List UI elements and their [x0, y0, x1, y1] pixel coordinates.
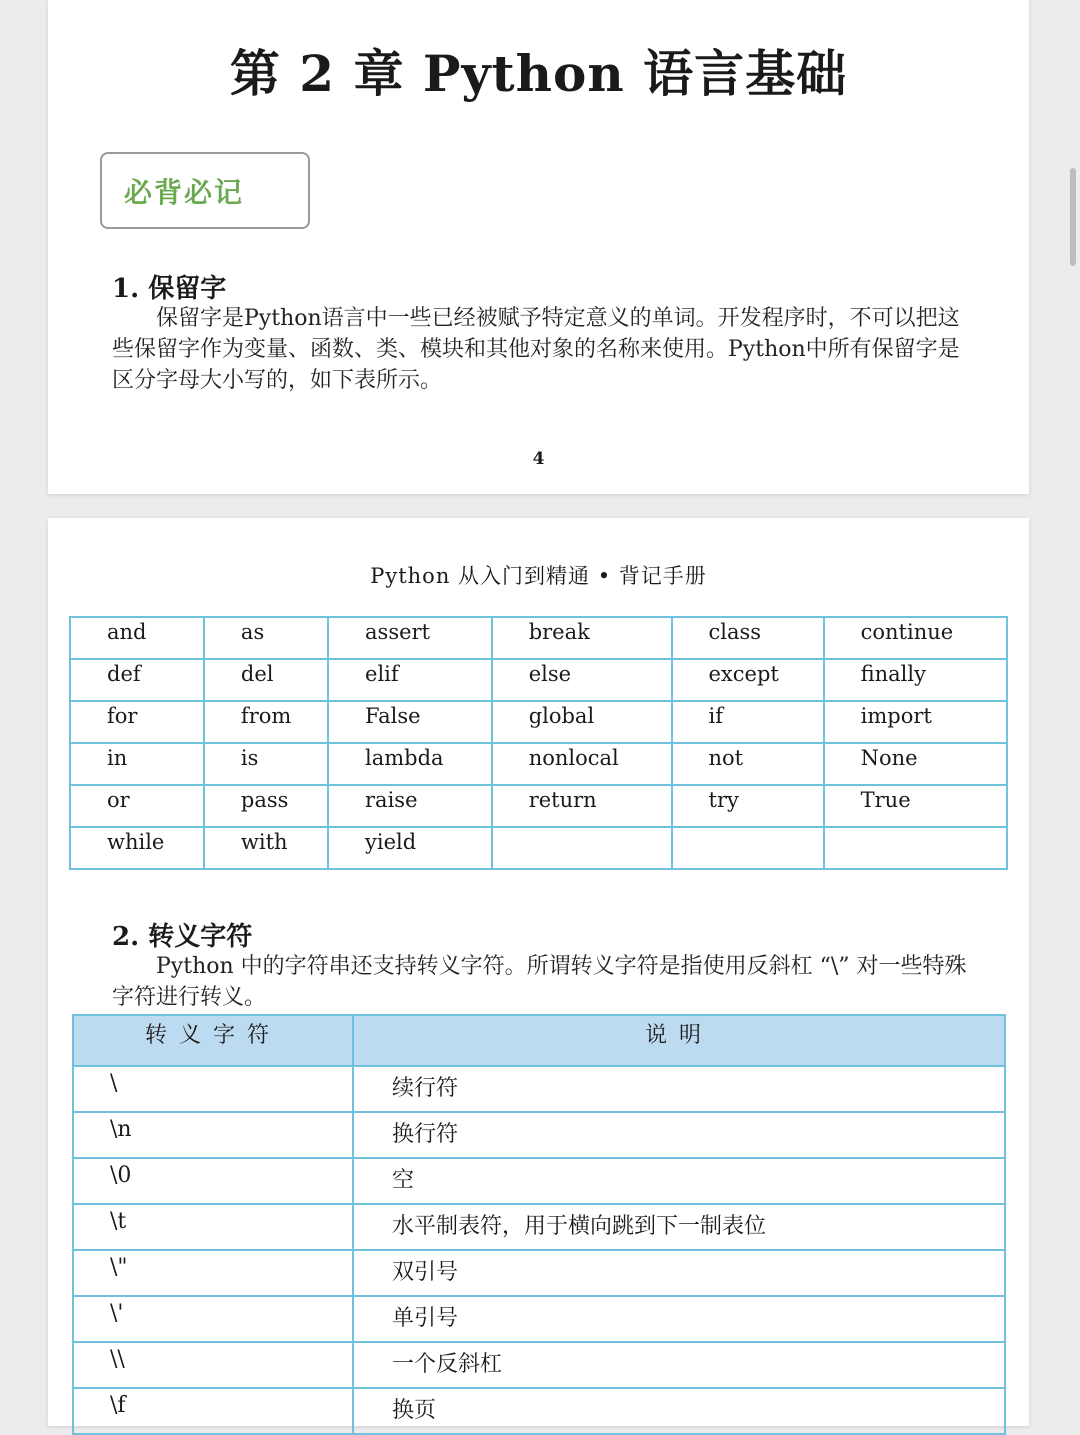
must-memorize-box: 必背必记	[100, 152, 310, 229]
keyword-cell: while	[70, 827, 204, 869]
keyword-cell: import	[824, 701, 1007, 743]
escape-char-cell: \f	[73, 1388, 353, 1434]
keyword-cell: if	[672, 701, 824, 743]
keyword-cell: try	[672, 785, 824, 827]
keyword-cell: False	[328, 701, 492, 743]
keyword-cell: pass	[204, 785, 328, 827]
keyword-cell: and	[70, 617, 204, 659]
keyword-cell: raise	[328, 785, 492, 827]
chapter-title: 第 2 章 Python 语言基础	[229, 44, 848, 103]
keyword-row	[70, 785, 1007, 827]
keyword-cell: from	[204, 701, 328, 743]
escape-char-cell: \t	[73, 1204, 353, 1250]
escape-desc-cell: 单引号	[353, 1296, 1005, 1342]
keyword-row	[70, 827, 1007, 869]
page-1	[48, 0, 1029, 494]
keyword-row	[70, 617, 1007, 659]
keyword-cell: assert	[328, 617, 492, 659]
keyword-cell: with	[204, 827, 328, 869]
section-heading-reserved-words: 1. 保留字	[112, 274, 227, 304]
keyword-cell: is	[204, 743, 328, 785]
escape-row	[73, 1250, 1005, 1296]
keyword-cell: in	[70, 743, 204, 785]
escape-char-cell: \\	[73, 1342, 353, 1388]
keyword-row	[70, 743, 1007, 785]
escape-char-cell: \	[73, 1066, 353, 1112]
keyword-cell: yield	[328, 827, 492, 869]
escape-table-header-row	[73, 1015, 1005, 1066]
scrollbar-thumb[interactable]	[1070, 168, 1076, 266]
keyword-cell: except	[672, 659, 824, 701]
escape-char-cell: \0	[73, 1158, 353, 1204]
escape-desc-cell: 续行符	[353, 1066, 1005, 1112]
page-number: 4	[532, 449, 545, 469]
keyword-cell: break	[492, 617, 672, 659]
keyword-cell: nonlocal	[492, 743, 672, 785]
keyword-cell	[824, 827, 1007, 869]
keyword-cell: return	[492, 785, 672, 827]
keyword-cell: elif	[328, 659, 492, 701]
escape-desc-cell: 双引号	[353, 1250, 1005, 1296]
escape-char-cell: \n	[73, 1112, 353, 1158]
escape-col-header-desc: 说明	[353, 1015, 1005, 1066]
keyword-row	[70, 659, 1007, 701]
escape-desc-cell: 换页	[353, 1388, 1005, 1434]
escape-row	[73, 1204, 1005, 1250]
escape-char-cell: \"	[73, 1250, 353, 1296]
escape-col-header-char: 转义字符	[73, 1015, 353, 1066]
section-heading-escape-chars: 2. 转义字符	[112, 922, 253, 952]
keyword-cell: lambda	[328, 743, 492, 785]
keyword-cell: not	[672, 743, 824, 785]
keyword-cell	[492, 827, 672, 869]
escape-row	[73, 1112, 1005, 1158]
keyword-cell: global	[492, 701, 672, 743]
keyword-cell: class	[672, 617, 824, 659]
escape-row	[73, 1388, 1005, 1434]
escape-desc-cell: 空	[353, 1158, 1005, 1204]
page-2	[48, 518, 1029, 1426]
keyword-cell: or	[70, 785, 204, 827]
keyword-cell: def	[70, 659, 204, 701]
escape-chars-paragraph: Python 中的字符串还支持转义字符。所谓转义字符是指使用反斜杠 “\” 对一些特殊字符进行转义。	[112, 954, 967, 1010]
reserved-words-paragraph: 保留字是Python语言中一些已经被赋予特定意义的单词。开发程序时，不可以把这些保留字作为变量、函数、类、模块和其他对象的名称来使用。Python中所有保留字是区分字母大小写的，如下表所示。	[112, 306, 960, 393]
escape-row	[73, 1066, 1005, 1112]
escape-desc-cell: 水平制表符，用于横向跳到下一制表位	[353, 1204, 1005, 1250]
escape-row	[73, 1342, 1005, 1388]
keyword-cell: as	[204, 617, 328, 659]
keyword-cell: finally	[824, 659, 1007, 701]
keyword-cell	[672, 827, 824, 869]
escape-row	[73, 1158, 1005, 1204]
escape-chars-table	[72, 1014, 1006, 1435]
keyword-cell: continue	[824, 617, 1007, 659]
escape-desc-cell: 一个反斜杠	[353, 1342, 1005, 1388]
escape-row	[73, 1296, 1005, 1342]
running-header: Python 从入门到精通 • 背记手册	[370, 564, 707, 588]
escape-desc-cell: 换行符	[353, 1112, 1005, 1158]
reserved-words-table	[69, 616, 1008, 870]
keyword-cell: None	[824, 743, 1007, 785]
keyword-cell: for	[70, 701, 204, 743]
keyword-cell: else	[492, 659, 672, 701]
keyword-cell: del	[204, 659, 328, 701]
keyword-row	[70, 701, 1007, 743]
keyword-cell: True	[824, 785, 1007, 827]
escape-char-cell: \'	[73, 1296, 353, 1342]
